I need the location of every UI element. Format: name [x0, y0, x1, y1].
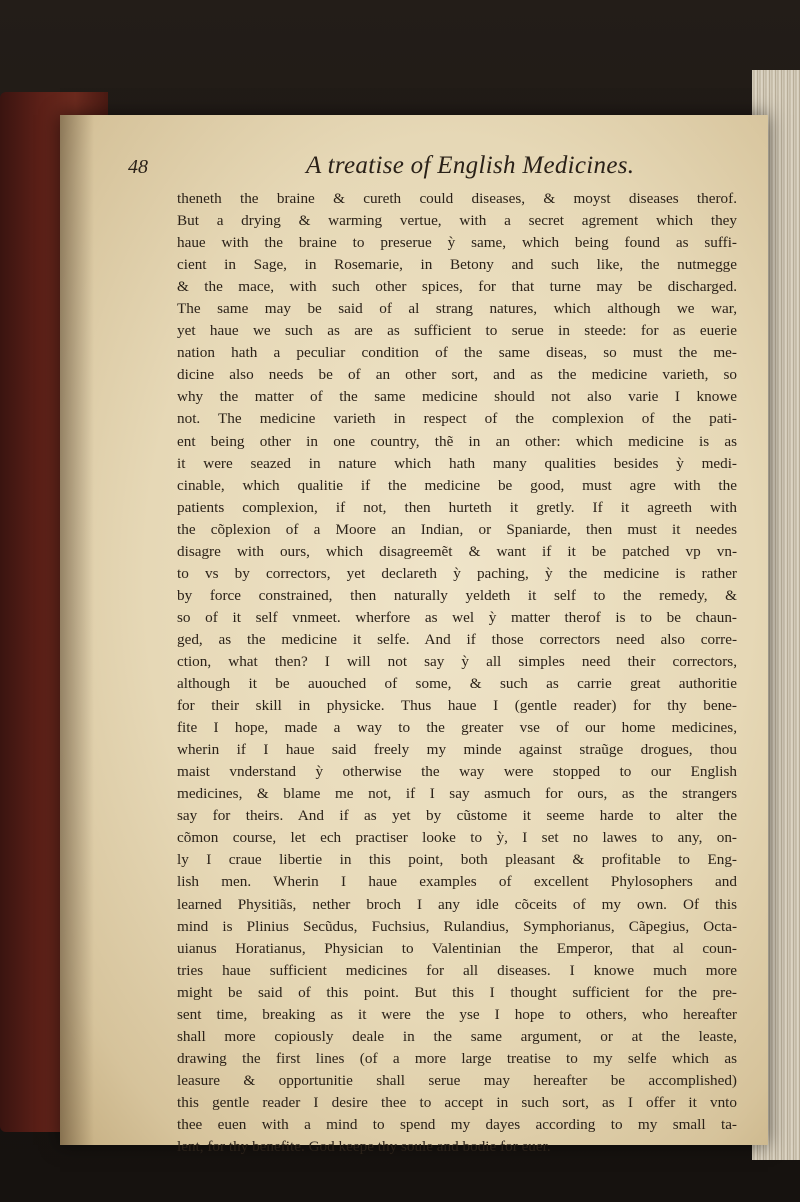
text-line: learned Physitiãs, nether broch I any idle cõceits of my own. Of this [177, 895, 737, 913]
text-line: say for theirs. And if as yet by cũstome it seeme harde to alter the [177, 807, 737, 825]
text-line: sent time, breaking as it were the yse I hope to others, who hereafter [177, 1005, 737, 1023]
text-line: But a drying & warming vertue, with a secret agrement which they [177, 212, 737, 230]
text-line: this gentle reader I desire thee to accept in such sort, as I offer it vnto [177, 1093, 737, 1111]
text-line: might be said of this point. But this I thought sufficient for the pre- [177, 983, 737, 1001]
text-line: not. The medicine varieth in respect of the complexion of the pati- [177, 410, 737, 428]
text-line: the cõplexion of a Moore an Indian, or Spaniarde, then must it needes [177, 520, 737, 538]
text-line: cinable, which qualitie if the medicine be good, must agre with the [177, 476, 737, 494]
text-line: fite I hope, made a way to the greater vse of our home medicines, [177, 719, 737, 737]
page-number: 48 [128, 156, 148, 178]
text-line: haue with the braine to preserue ỳ same, which being found as suffi- [177, 234, 737, 252]
text-line: lish men. Wherin I haue examples of excellent Phylosophers and [177, 873, 737, 891]
text-line: dicine also needs be of an other sort, and as the medicine varieth, so [177, 366, 737, 384]
text-line: yet haue we such as are as sufficient to serue in steede: for as euerie [177, 322, 737, 340]
text-line: by force constrained, then naturally yeldeth it self to the remedy, & [177, 586, 737, 604]
text-line: & the mace, with such other spices, for that turne may be discharged. [177, 278, 737, 296]
text-line: cient in Sage, in Rosemarie, in Betony and such like, the nutmegge [177, 256, 737, 274]
text-line: theneth the braine & cureth could diseases, & moyst diseases therof. [177, 190, 737, 207]
text-line: ent being other in one country, thẽ in an other: which medicine is as [177, 432, 737, 450]
text-line: drawing the first lines (of a more large treatise to my selfe which as [177, 1049, 737, 1067]
running-title: A treatise of English Medicines. [306, 152, 635, 179]
text-line: cõmon course, let ech practiser looke to ỳ, I set no lawes to any, on- [177, 829, 737, 847]
text-line: so of it self vnmeet. wherfore as wel ỳ matter therof is to be chaun- [177, 608, 737, 626]
text-line: The same may be said of al strang natures, which although we war, [177, 300, 737, 318]
text-line: medicines, & blame me not, if I say asmuch for ours, as the strangers [177, 785, 737, 803]
text-line: uianus Horatianus, Physician to Valentinian the Emperor, that al coun- [177, 939, 737, 957]
text-line: tries haue sufficient medicines for all diseases. I knowe much more [177, 961, 737, 979]
text-line: nation hath a peculiar condition of the same diseas, so must the me- [177, 344, 737, 362]
text-line: to vs by correctors, yet declareth ỳ paching, ỳ the medicine is rather [177, 564, 737, 582]
text-line: ged, as the medicine it selfe. And if those correctors need also corre- [177, 630, 737, 648]
page-header [128, 152, 728, 186]
body-text [177, 188, 737, 1158]
text-line: it were seazed in nature which hath many qualities besides ỳ medi- [177, 454, 737, 472]
text-line: maist vnderstand ỳ otherwise the way were stopped to our English [177, 763, 737, 781]
text-line: although it be auouched of some, & such as carrie great authoritie [177, 675, 737, 693]
text-line: ction, what then? I will not say ỳ all simples need their correctors, [177, 652, 737, 670]
text-line: disagre with ours, which disagreemẽt & want if it be patched vp vn- [177, 542, 737, 560]
text-line: leasure & opportunitie shall serue may hereafter be accomplished) [177, 1071, 737, 1089]
text-line: ly I craue libertie in this point, both pleasant & profitable to Eng- [177, 851, 737, 869]
text-line: mind is Plinius Secũdus, Fuchsius, Rulandius, Symphorianus, Cãpegius, Octa- [177, 917, 737, 935]
text-line: lent, for thy benefite. God keepe thy soule and bodie for euer. [177, 1138, 551, 1156]
text-line: for their skill in physicke. Thus haue I (gentle reader) for thy bene- [177, 697, 737, 715]
text-line: why the matter of the same medicine should not also varie I knowe [177, 388, 737, 406]
text-line: shall more copiously deale in the same argument, or at the leaste, [177, 1027, 737, 1045]
text-line: patients complexion, if not, then hurteth it gretly. If it agreeth with [177, 498, 737, 516]
text-line: thee euen with a mind to spend my dayes according to my small ta- [177, 1115, 737, 1133]
text-line: wherin if I haue said freely my minde against straũge drogues, thou [177, 741, 737, 759]
